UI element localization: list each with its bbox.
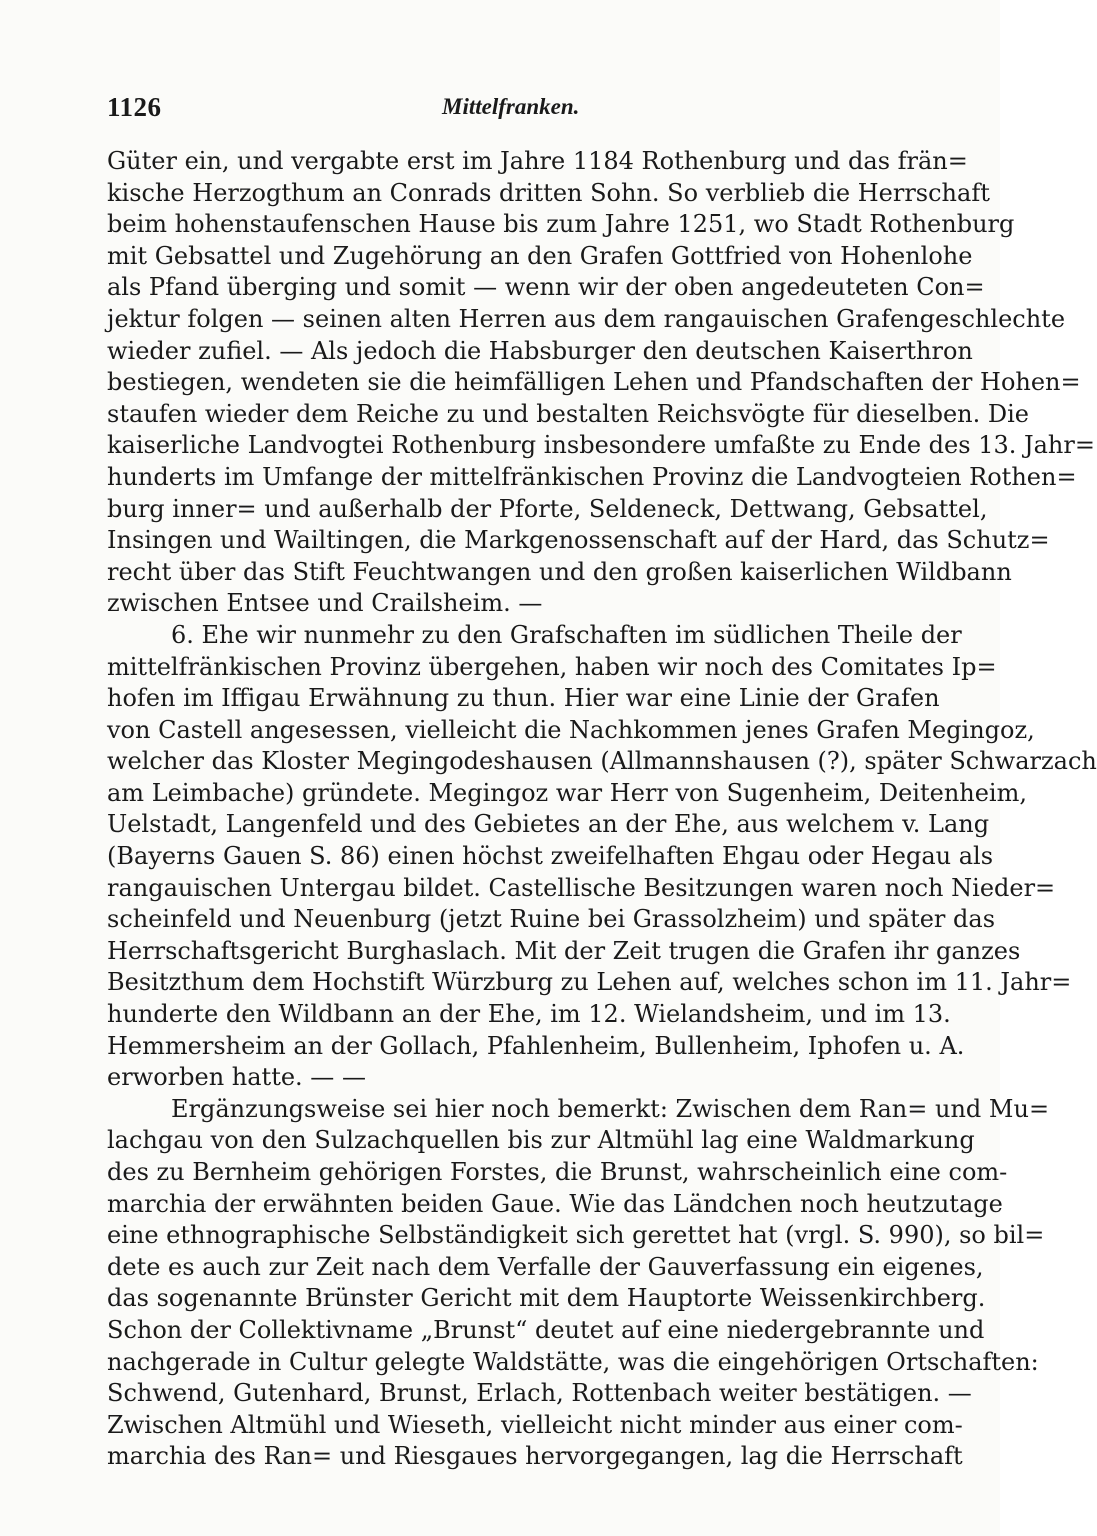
text-line: Güter ein, und vergabte erst im Jahre 1184 Rothenburg und das frän=: [107, 147, 968, 175]
text-line: Ergänzungsweise sei hier noch bemerkt: Zwischen dem Ran= und Mu=: [171, 1094, 1050, 1123]
text-line: wieder zufiel. — Als jedoch die Habsburger den deutschen Kaiserthron: [107, 336, 973, 365]
text-line: Hemmersheim an der Gollach, Pfahlenheim, Bullenheim, Iphofen u. A.: [107, 1031, 965, 1060]
text-line: burg inner= und außerhalb der Pforte, Seldeneck, Dettwang, Gebsattel,: [107, 494, 988, 523]
text-line: recht über das Stift Feuchtwangen und den großen kaiserlichen Wildbann: [107, 557, 1012, 586]
page-number: 1126: [107, 92, 162, 122]
text-line: als Pfand überging und somit — wenn wir der oben angedeuteten Con=: [107, 273, 985, 302]
text-line: Schon der Collektivname „Brunst“ deutet auf eine niedergebrannte und: [107, 1315, 985, 1344]
text-line: des zu Bernheim gehörigen Forstes, die Brunst, wahrscheinlich eine com-: [107, 1158, 1008, 1186]
text-line: Besitzthum dem Hochstift Würzburg zu Lehen auf, welches schon im 11. Jahr=: [107, 968, 1072, 997]
running-head: Mittelfranken.: [442, 94, 580, 119]
text-line: kische Herzogthum an Conrads dritten Sohn. So verblieb die Herrschaft: [107, 178, 990, 207]
text-line: am Leimbache) gründete. Megingoz war Herr von Sugenheim, Deitenheim,: [107, 778, 1027, 807]
text-line: hunderts im Umfange der mittelfränkischen Provinz die Landvogteien Rothen=: [107, 462, 1077, 491]
text-line: nachgerade in Cultur gelegte Waldstätte, was die eingehörigen Ortschaften:: [107, 1347, 1039, 1376]
text-line: 6. Ehe wir nunmehr zu den Grafschaften im südlichen Theile der: [171, 620, 962, 649]
text-line: kaiserliche Landvogtei Rothenburg insbesondere umfaßte zu Ende des 13. Jahr=: [107, 431, 1095, 460]
text-line: Schwend, Gutenhard, Brunst, Erlach, Rottenbach weiter bestätigen. —: [107, 1379, 972, 1408]
text-line: Zwischen Altmühl und Wieseth, vielleicht nicht minder aus einer com-: [107, 1410, 963, 1439]
text-line: von Castell angesessen, vielleicht die Nachkommen jenes Grafen Megingoz,: [107, 715, 1035, 744]
text-line: dete es auch zur Zeit nach dem Verfalle der Gauverfassung ein eigenes,: [107, 1252, 984, 1281]
text-line: mit Gebsattel und Zugehörung an den Grafen Gottfried von Hohenlohe: [107, 241, 973, 270]
text-line: das sogenannte Brünster Gericht mit dem Hauptorte Weissenkirchberg.: [107, 1284, 986, 1313]
text-line: marchia des Ran= und Riesgaues hervorgegangen, lag die Herrschaft: [107, 1442, 963, 1471]
page-header: [107, 92, 893, 126]
text-line: beim hohenstaufenschen Hause bis zum Jahre 1251, wo Stadt Rothenburg: [107, 210, 1015, 239]
text-line: hofen im Iffigau Erwähnung zu thun. Hier war eine Linie der Grafen: [107, 684, 940, 713]
text-line: hunderte den Wildbann an der Ehe, im 12. Wielandsheim, und im 13.: [107, 1000, 951, 1029]
text-line: welcher das Kloster Megingodeshausen (Allmannshausen (?), später Schwarzach: [107, 747, 1097, 776]
text-line: Uelstadt, Langenfeld und des Gebietes an der Ehe, aus welchem v. Lang: [107, 810, 990, 839]
text-line: marchia der erwähnten beiden Gaue. Wie das Ländchen noch heutzutage: [107, 1189, 1003, 1218]
text-line: mittelfränkischen Provinz übergehen, haben wir noch des Comitates Ip=: [107, 652, 997, 681]
text-line: Insingen und Wailtingen, die Markgenossenschaft auf der Hard, das Schutz=: [107, 526, 1050, 555]
text-line: bestiegen, wendeten sie die heimfälligen Lehen und Pfandschaften der Hohen=: [107, 368, 1081, 397]
text-line: (Bayerns Gauen S. 86) einen höchst zweifelhaften Ehgau oder Hegau als: [107, 842, 994, 871]
text-line: lachgau von den Sulzachquellen bis zur Altmühl lag eine Waldmarkung: [107, 1126, 975, 1155]
text-line: rangauischen Untergau bildet. Castellische Besitzungen waren noch Nieder=: [107, 873, 1056, 902]
text-line: scheinfeld und Neuenburg (jetzt Ruine bei Grassolzheim) und später das: [107, 905, 996, 934]
text-line: erworben hatte. — —: [107, 1063, 366, 1092]
text-line: jektur folgen — seinen alten Herren aus dem rangauischen Grafengeschlechte: [107, 304, 1066, 333]
text-line: staufen wieder dem Reiche zu und bestalten Reichsvögte für dieselben. Die: [107, 399, 1029, 428]
text-line: eine ethnographische Selbständigkeit sich gerettet hat (vrgl. S. 990), so bil=: [107, 1221, 1045, 1250]
text-line: zwischen Entsee und Crailsheim. —: [107, 589, 543, 618]
text-line: Herrschaftsgericht Burghaslach. Mit der Zeit trugen die Grafen ihr ganzes: [107, 936, 1021, 965]
body-text: [107, 146, 1097, 1473]
